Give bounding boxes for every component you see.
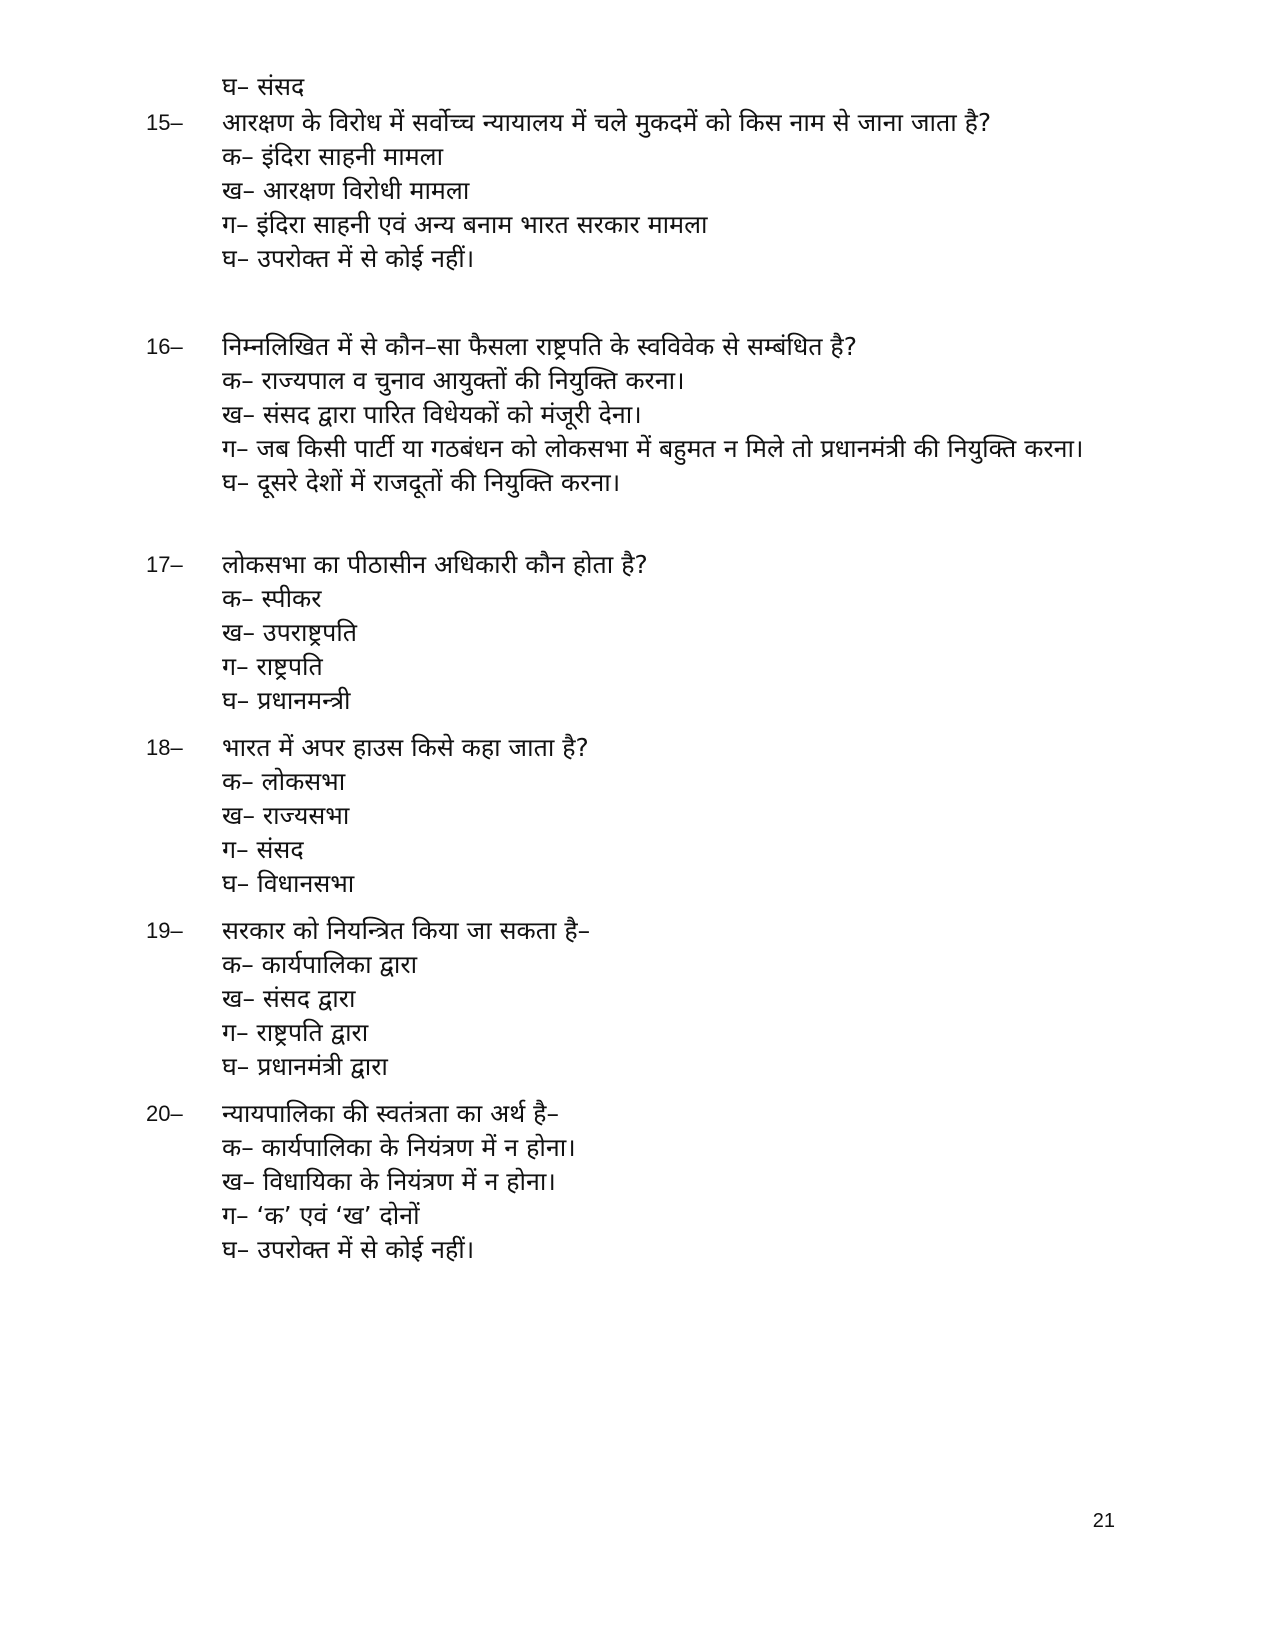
option-text: जब किसी पार्टी या गठबंधन को लोकसभा में बहुमत न मिले तो प्रधानमंत्री की नियुक्ति करना।: [256, 434, 1084, 463]
option-label: क–: [222, 142, 262, 171]
question-text: लोकसभा का पीठासीन अधिकारी कौन होता है?: [222, 550, 648, 579]
option-text: राज्यपाल व चुनाव आयुक्तों की नियुक्ति करना।: [261, 366, 685, 395]
option-d: [222, 1050, 1126, 1084]
option-text: ‘क’ एवं ‘ख’ दोनों: [256, 1201, 420, 1230]
option-label: घ–: [222, 1052, 258, 1081]
option-label: घ–: [222, 72, 258, 101]
option-label: ग–: [222, 652, 257, 681]
option-list: [222, 364, 1126, 500]
option-text: प्रधानमंत्री द्वारा: [257, 1052, 388, 1081]
option-text: स्पीकर: [261, 584, 322, 613]
option-label: ख–: [222, 618, 263, 647]
option-list: [222, 765, 1126, 901]
option-d: [222, 466, 1126, 500]
option-b: [222, 982, 1126, 1016]
question-number: 18–: [146, 735, 183, 760]
option-label: ग–: [222, 1201, 257, 1230]
option-text: संसद द्वारा पारित विधेयकों को मंजूरी देना।: [262, 400, 642, 429]
option-text: दूसरे देशों में राजदूतों की नियुक्ति करना।: [257, 468, 621, 497]
option-a: [222, 364, 1126, 398]
question-text: निम्नलिखित में से कौन–सा फैसला राष्ट्रपति के स्वविवेक से सम्बंधित है?: [222, 332, 857, 361]
option-c: [222, 208, 1126, 242]
option-list: [222, 582, 1126, 718]
option-text: कार्यपालिका द्वारा: [261, 950, 418, 979]
option-list: [222, 1131, 1126, 1267]
option-c: [222, 1016, 1126, 1050]
option-c: [222, 1199, 1126, 1233]
question-19: [146, 914, 1126, 1084]
option-label: क–: [222, 950, 262, 979]
question-number: 16–: [146, 334, 183, 359]
option-label: घ–: [222, 1235, 258, 1264]
option-label: ग–: [222, 434, 257, 463]
option-b: [222, 174, 1126, 208]
option-label: ग–: [222, 835, 257, 864]
option-d: [222, 242, 1126, 276]
option-label: ख–: [222, 1167, 263, 1196]
option-label: क–: [222, 366, 262, 395]
option-text: राष्ट्रपति: [256, 652, 323, 681]
question-number: 15–: [146, 110, 183, 135]
question-number: 20–: [146, 1101, 183, 1126]
option-list: [222, 140, 1126, 276]
option-c: [222, 833, 1126, 867]
option-text: उपरोक्त में से कोई नहीं।: [257, 244, 475, 273]
option-label: क–: [222, 1133, 262, 1162]
option-text: उपराष्ट्रपति: [262, 618, 358, 647]
option-d: [222, 684, 1126, 718]
question-number: 17–: [146, 552, 183, 577]
option-text: विधानसभा: [257, 869, 355, 898]
option-d: [222, 867, 1126, 901]
option-text: इंदिरा साहनी मामला: [261, 142, 444, 171]
option-label: ख–: [222, 801, 263, 830]
option-label: घ–: [222, 468, 258, 497]
option-a: [222, 582, 1126, 616]
question-text: सरकार को नियन्त्रित किया जा सकता है–: [222, 916, 591, 945]
question-number: 19–: [146, 918, 183, 943]
option-c: [222, 650, 1126, 684]
option-list: [222, 948, 1126, 1084]
option-text: विधायिका के नियंत्रण में न होना।: [262, 1167, 556, 1196]
option-label: ख–: [222, 984, 263, 1013]
question-17: [146, 548, 1126, 718]
option-text: कार्यपालिका के नियंत्रण में न होना।: [261, 1133, 576, 1162]
option-text: उपरोक्त में से कोई नहीं।: [257, 1235, 475, 1264]
option-a: [222, 948, 1126, 982]
option-text: इंदिरा साहनी एवं अन्य बनाम भारत सरकार मामला: [256, 210, 708, 239]
option-d: [222, 1233, 1126, 1267]
question-text: आरक्षण के विरोध में सर्वोच्च न्यायालय में चले मुकदमें को किस नाम से जाना जाता है?: [222, 108, 992, 137]
option-b: [222, 398, 1126, 432]
option-b: [222, 616, 1126, 650]
option-label: घ–: [222, 869, 258, 898]
option-label: ग–: [222, 210, 257, 239]
option-c: [222, 432, 1126, 466]
option-label: ग–: [222, 1018, 257, 1047]
option-text: संसद द्वारा: [262, 984, 356, 1013]
question-text: न्यायपालिका की स्वतंत्रता का अर्थ है–: [222, 1099, 559, 1128]
option-text: प्रधानमन्त्री: [257, 686, 351, 715]
question-text: भारत में अपर हाउस किसे कहा जाता है?: [222, 733, 589, 762]
option-text: राज्यसभा: [262, 801, 350, 830]
option-a: [222, 140, 1126, 174]
question-15: [146, 106, 1126, 276]
option-a: [222, 1131, 1126, 1165]
option-label: घ–: [222, 244, 258, 273]
option-a: [222, 765, 1126, 799]
option-b: [222, 1165, 1126, 1199]
page-number: 21: [1092, 1510, 1115, 1532]
option-text: राष्ट्रपति द्वारा: [256, 1018, 369, 1047]
option-label: ख–: [222, 400, 263, 429]
option-text: संसद: [257, 72, 305, 101]
question-18: [146, 731, 1126, 901]
option-b: [222, 799, 1126, 833]
question-16: [146, 330, 1126, 500]
carry-over-option: [222, 70, 304, 104]
question-20: [146, 1097, 1126, 1267]
option-text: आरक्षण विरोधी मामला: [262, 176, 470, 205]
option-label: ख–: [222, 176, 263, 205]
option-label: क–: [222, 584, 262, 613]
option-text: संसद: [256, 835, 304, 864]
option-text: लोकसभा: [261, 767, 346, 796]
option-label: क–: [222, 767, 262, 796]
option-label: घ–: [222, 686, 258, 715]
